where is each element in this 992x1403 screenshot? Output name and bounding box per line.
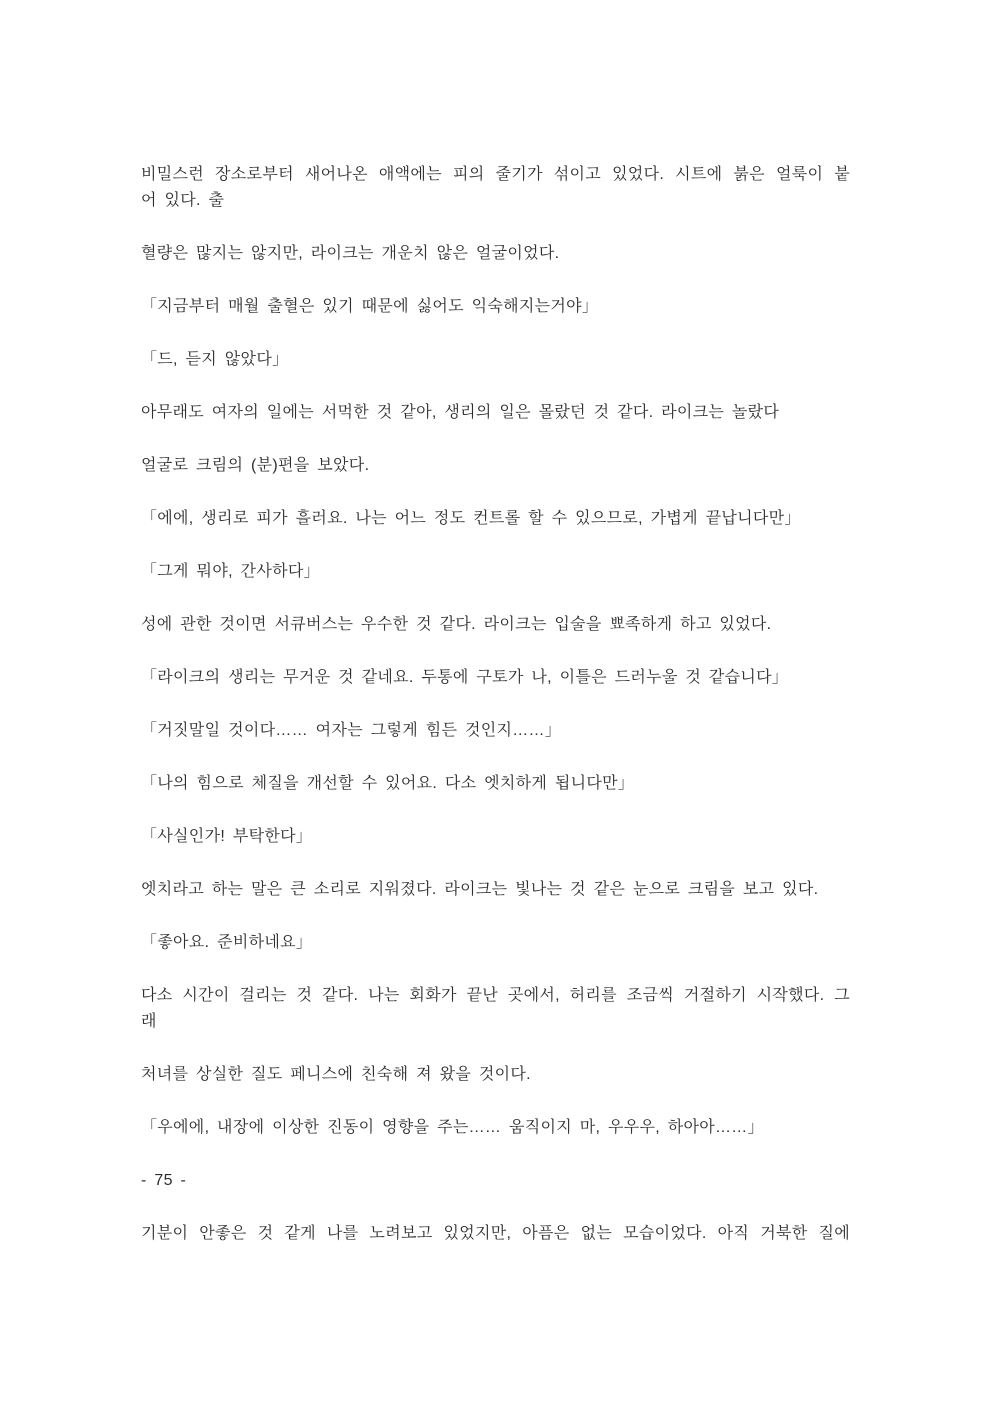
dialogue-line: 「그게 뭐야, 간사하다」 — [141, 563, 320, 580]
dialogue-line: 「거짓말일 것이다…… 여자는 그렇게 힘든 것인지……」 — [141, 722, 562, 739]
text-line: 성에 관한 것이면 서큐버스는 우수한 것 같다. 라이크는 입술을 뾰족하게 하고 있었다. — [141, 616, 772, 633]
text-line: 래 — [141, 1013, 157, 1030]
dialogue-line: 「에에, 생리로 피가 흘러요. 나는 어느 정도 컨트롤 할 수 있으므로, 가볍게 끝납니다만」 — [141, 510, 801, 527]
text-line: 혈량은 많지는 않지만, 라이크는 개운치 않은 얼굴이었다. — [141, 245, 560, 262]
text-line: 어 있다. 출 — [141, 192, 225, 209]
page-number-label: - 75 - — [141, 1172, 187, 1189]
text-line: 처녀를 상실한 질도 페니스에 친숙해 져 왔을 것이다. — [141, 1066, 531, 1083]
dialogue-line: 「지금부터 매월 출혈은 있기 때문에 싫어도 익숙해지는거야」 — [141, 298, 599, 315]
dialogue-line: 「라이크의 생리는 무거운 것 같네요. 두통에 구토가 나, 이틀은 드러누울 것 같습니다」 — [141, 669, 789, 686]
dialogue-line: 「우에에, 내장에 이상한 진동이 영향을 주는…… 움직이지 마, 우우우, 하아아……」 — [141, 1119, 764, 1136]
text-line: 아무래도 여자의 일에는 서먹한 것 같아, 생리의 일은 몰랐던 것 같다. 라이크는 놀랐다 — [141, 404, 780, 421]
text-line: 다소 시간이 걸리는 것 같다. 나는 회화가 끝난 곳에서, 허리를 조금씩 거절하기 시작했다. 그 — [141, 987, 850, 1004]
dialogue-line: 「나의 힘으로 체질을 개선할 수 있어요. 다소 엣치하게 됩니다만」 — [141, 775, 635, 792]
text-column — [141, 162, 850, 1247]
dialogue-line: 「사실인가! 부탁한다」 — [141, 828, 313, 845]
text-line: 엣치라고 하는 말은 큰 소리로 지워졌다. 라이크는 빛나는 것 같은 눈으로 크림을 보고 있다. — [141, 881, 819, 898]
dialogue-line: 「드, 듣지 않았다」 — [141, 351, 289, 368]
dialogue-line: 「좋아요. 준비하네요」 — [141, 934, 313, 951]
text-line: 기분이 안좋은 것 같게 나를 노려보고 있었지만, 아픔은 없는 모습이었다. 아직 거북한 질에 — [141, 1225, 850, 1242]
text-line: 얼굴로 크림의 (분)편을 보았다. — [141, 457, 370, 474]
text-line: 비밀스런 장소로부터 새어나온 애액에는 피의 줄기가 섞이고 있었다. 시트에 붉은 얼룩이 붙 — [141, 166, 850, 183]
